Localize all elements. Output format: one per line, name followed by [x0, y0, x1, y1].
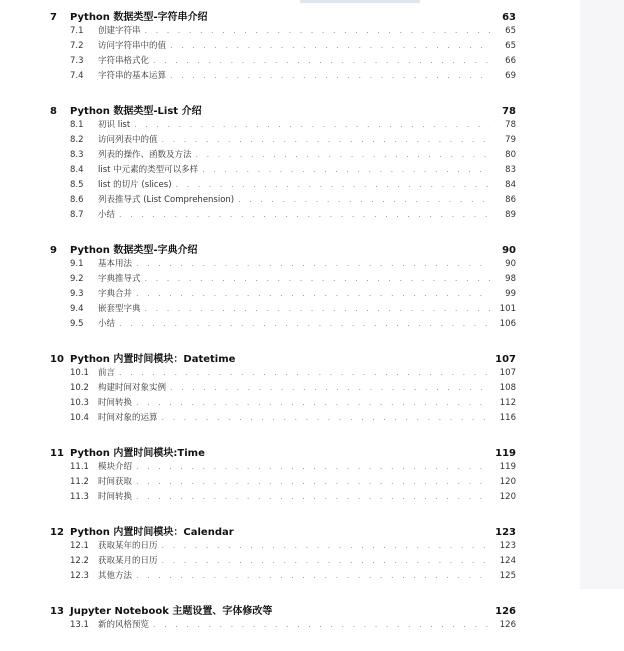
chapter-number: 13	[50, 606, 64, 617]
section-title: list 中元素的类型可以多样	[98, 165, 199, 175]
toc-section-link[interactable]	[50, 460, 516, 475]
dot-leader	[119, 210, 490, 219]
right-margin-strip	[580, 0, 624, 589]
section-page: 69	[505, 71, 516, 81]
toc-section-link[interactable]	[50, 118, 516, 133]
dot-leader	[145, 26, 490, 35]
section-page: 98	[505, 274, 516, 284]
section-title: 前言	[98, 368, 116, 378]
toc-section-link[interactable]	[50, 54, 516, 69]
section-title: 时间获取	[98, 477, 133, 487]
chapter-title: Python 数据类型-List 介绍	[70, 106, 202, 117]
section-page: 112	[499, 398, 516, 408]
toc-section-link[interactable]	[50, 287, 516, 302]
chapter-title: Python 内置时间模块：Calendar	[70, 527, 234, 538]
chapter-page: 107	[495, 354, 516, 365]
toc-chapter	[50, 102, 516, 223]
section-title: 访问列表中的值	[98, 135, 158, 145]
chapter-number: 11	[50, 448, 64, 459]
dot-leader	[136, 259, 490, 268]
section-page: 120	[499, 492, 516, 502]
section-number: 8.3	[70, 150, 84, 160]
toc-section-link[interactable]	[50, 178, 516, 193]
toc-section-link[interactable]	[50, 366, 516, 381]
section-number: 12.3	[70, 571, 89, 581]
section-page: 119	[499, 462, 516, 472]
section-title: 获取某月的日历	[98, 556, 158, 566]
section-page: 123	[499, 541, 516, 551]
chapter-page: 78	[502, 106, 516, 117]
section-title: 时间转换	[98, 398, 133, 408]
section-title: 字符串格式化	[98, 56, 150, 66]
chapter-heading-link[interactable]	[50, 102, 516, 118]
chapter-heading-link[interactable]	[50, 8, 516, 24]
section-page: 120	[499, 477, 516, 487]
toc-section-link[interactable]	[50, 24, 516, 39]
section-number: 10.4	[70, 413, 89, 423]
toc-section-link[interactable]	[50, 490, 516, 505]
dot-leader	[136, 571, 490, 580]
section-number: 7.4	[70, 71, 84, 81]
toc-chapter	[50, 523, 516, 584]
dot-leader	[136, 492, 490, 501]
dot-leader	[136, 289, 490, 298]
section-number: 11.2	[70, 477, 89, 487]
chapter-title: Python 内置时间模块:Time	[70, 448, 205, 459]
section-title: 时间转换	[98, 492, 133, 502]
section-title: 其他方法	[98, 571, 133, 581]
section-number: 9.4	[70, 304, 84, 314]
dot-leader	[153, 620, 490, 629]
section-title: list 的切片 (slices)	[98, 180, 172, 190]
section-number: 8.2	[70, 135, 84, 145]
toc-section-link[interactable]	[50, 148, 516, 163]
section-number: 13.1	[70, 620, 89, 630]
section-page: 86	[505, 195, 516, 205]
section-number: 10.3	[70, 398, 89, 408]
section-page: 80	[505, 150, 516, 160]
toc-section-link[interactable]	[50, 554, 516, 569]
section-number: 11.3	[70, 492, 89, 502]
dot-leader	[162, 413, 490, 422]
section-page: 126	[499, 620, 516, 630]
table-of-contents	[50, 8, 516, 651]
dot-leader	[162, 556, 490, 565]
toc-section-link[interactable]	[50, 411, 516, 426]
toc-chapter	[50, 241, 516, 332]
section-page: 84	[505, 180, 516, 190]
section-title: 初识 list	[98, 120, 131, 130]
toc-section-link[interactable]	[50, 539, 516, 554]
dot-leader	[238, 195, 490, 204]
chapter-heading-link[interactable]	[50, 602, 516, 618]
toc-section-link[interactable]	[50, 569, 516, 584]
section-number: 12.1	[70, 541, 89, 551]
chapter-number: 10	[50, 354, 64, 365]
dot-leader	[170, 71, 490, 80]
chapter-heading-link[interactable]	[50, 444, 516, 460]
toc-chapter	[50, 8, 516, 84]
section-number: 9.3	[70, 289, 84, 299]
toc-section-link[interactable]	[50, 475, 516, 490]
chapter-title: Python 数据类型-字符串介绍	[70, 12, 208, 23]
section-number: 8.5	[70, 180, 84, 190]
section-page: 107	[499, 368, 516, 378]
section-number: 9.1	[70, 259, 84, 269]
dot-leader	[153, 56, 490, 65]
section-page: 65	[505, 41, 516, 51]
section-title: 小结	[98, 210, 116, 220]
chapter-number: 9	[50, 245, 57, 256]
section-title: 小结	[98, 319, 116, 329]
toc-section-link[interactable]	[50, 618, 516, 633]
dot-leader	[170, 383, 490, 392]
section-number: 12.2	[70, 556, 89, 566]
dot-leader	[145, 274, 490, 283]
section-page: 99	[505, 289, 516, 299]
toc-section-link[interactable]	[50, 381, 516, 396]
top-accent-bar	[300, 0, 420, 3]
section-page: 101	[499, 304, 516, 314]
section-title: 创建字符串	[98, 26, 141, 36]
chapter-page: 123	[495, 527, 516, 538]
toc-section-link[interactable]	[50, 396, 516, 411]
section-title: 嵌套型字典	[98, 304, 141, 314]
section-number: 8.4	[70, 165, 84, 175]
section-title: 访问字符串中的值	[98, 41, 167, 51]
section-number: 7.3	[70, 56, 84, 66]
chapter-number: 12	[50, 527, 64, 538]
section-title: 列表的操作、函数及方法	[98, 150, 192, 160]
section-title: 字典推导式	[98, 274, 141, 284]
section-title: 新的风格预览	[98, 620, 150, 630]
dot-leader	[196, 150, 490, 159]
section-page: 83	[505, 165, 516, 175]
section-title: 时间对象的运算	[98, 413, 158, 423]
toc-section-link[interactable]	[50, 317, 516, 332]
section-number: 9.5	[70, 319, 84, 329]
toc-section-link[interactable]	[50, 39, 516, 54]
section-page: 78	[505, 120, 516, 130]
chapter-number: 7	[50, 12, 57, 23]
dot-leader	[134, 120, 490, 129]
dot-leader	[119, 368, 490, 377]
section-title: 获取某年的日历	[98, 541, 158, 551]
section-title: 基本用法	[98, 259, 133, 269]
toc-section-link[interactable]	[50, 208, 516, 223]
section-page: 124	[499, 556, 516, 566]
section-page: 79	[505, 135, 516, 145]
section-number: 10.2	[70, 383, 89, 393]
toc-chapter	[50, 350, 516, 426]
toc-section-link[interactable]	[50, 302, 516, 317]
chapter-page: 126	[495, 606, 516, 617]
chapter-page: 90	[502, 245, 516, 256]
section-page: 66	[505, 56, 516, 66]
dot-leader	[176, 180, 490, 189]
section-page: 116	[499, 413, 516, 423]
section-title: 字典合并	[98, 289, 133, 299]
section-title: 字符串的基本运算	[98, 71, 167, 81]
section-title: 构建时间对象实例	[98, 383, 167, 393]
section-number: 9.2	[70, 274, 84, 284]
section-title: 列表推导式 (List Comprehension)	[98, 195, 235, 205]
section-page: 106	[499, 319, 516, 329]
section-number: 10.1	[70, 368, 89, 378]
section-number: 7.1	[70, 26, 84, 36]
chapter-page: 119	[495, 448, 516, 459]
dot-leader	[136, 398, 490, 407]
dot-leader	[162, 541, 490, 550]
chapter-heading-link[interactable]	[50, 241, 516, 257]
section-number: 8.7	[70, 210, 84, 220]
section-number: 8.6	[70, 195, 84, 205]
section-number: 7.2	[70, 41, 84, 51]
section-page: 125	[499, 571, 516, 581]
chapter-number: 8	[50, 106, 57, 117]
toc-chapter	[50, 602, 516, 633]
toc-section-link[interactable]	[50, 272, 516, 287]
dot-leader	[136, 477, 490, 486]
toc-chapter	[50, 444, 516, 505]
chapter-heading-link[interactable]	[50, 523, 516, 539]
dot-leader	[170, 41, 490, 50]
section-page: 108	[499, 383, 516, 393]
chapter-title: Python 内置时间模块：Datetime	[70, 354, 236, 365]
chapter-title: Jupyter Notebook 主题设置、字体修改等	[70, 606, 273, 617]
toc-section-link[interactable]	[50, 69, 516, 84]
dot-leader	[136, 462, 490, 471]
chapter-title: Python 数据类型-字典介绍	[70, 245, 198, 256]
section-page: 65	[505, 26, 516, 36]
toc-section-link[interactable]	[50, 133, 516, 148]
toc-section-link[interactable]	[50, 193, 516, 208]
section-page: 89	[505, 210, 516, 220]
dot-leader	[145, 304, 490, 313]
section-title: 模块介绍	[98, 462, 133, 472]
section-number: 8.1	[70, 120, 84, 130]
dot-leader	[162, 135, 490, 144]
dot-leader	[202, 165, 490, 174]
section-number: 11.1	[70, 462, 89, 472]
chapter-heading-link[interactable]	[50, 350, 516, 366]
chapter-page: 63	[502, 12, 516, 23]
toc-section-link[interactable]	[50, 257, 516, 272]
toc-section-link[interactable]	[50, 163, 516, 178]
section-page: 90	[505, 259, 516, 269]
dot-leader	[119, 319, 490, 328]
